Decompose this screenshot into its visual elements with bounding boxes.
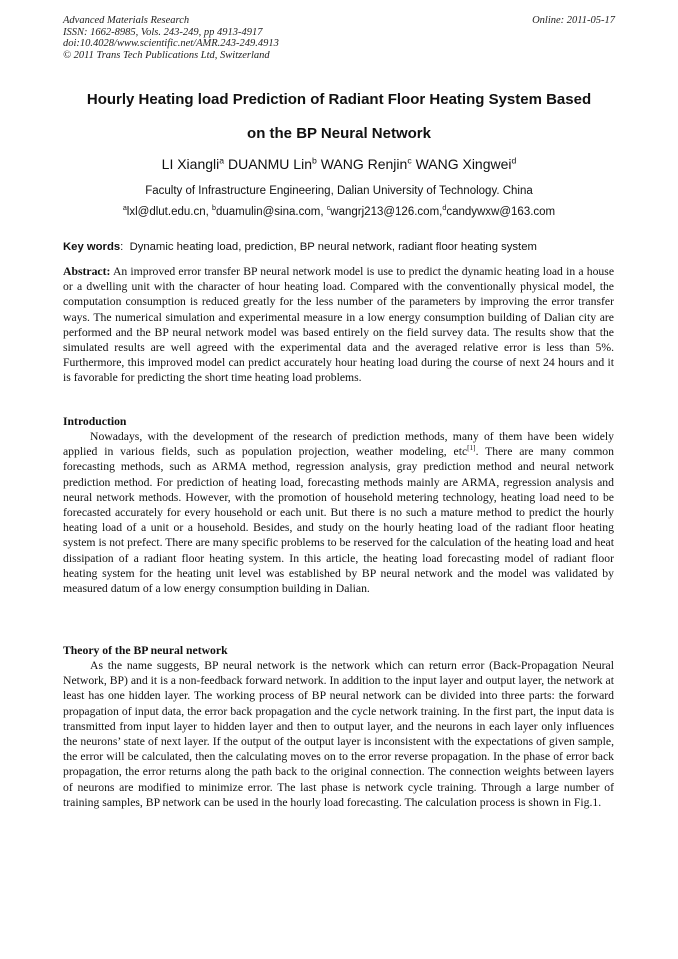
- keywords-line: [63, 240, 623, 254]
- keywords-text: Dynamic heating load, prediction, BP neural network, radiant floor heating system: [129, 241, 537, 253]
- abstract-section: [63, 264, 614, 386]
- abstract-paragraph: [63, 264, 614, 386]
- journal-name: Advanced Materials Research: [63, 15, 190, 26]
- email-link[interactable]: lxl@dlut.edu.cn,: [126, 206, 209, 218]
- theory-section: [63, 658, 614, 810]
- affiliation: Faculty of Infrastructure Engineering, Dalian University of Technology. China: [145, 185, 533, 197]
- author-name: LI Xiangli: [161, 156, 220, 172]
- doi-line[interactable]: doi:10.4028/www.scientific.net/AMR.243-249.4913: [63, 38, 279, 49]
- keywords-separator: :: [120, 241, 124, 253]
- theory-heading: Theory of the BP neural network: [63, 644, 228, 657]
- online-date: Online: 2011-05-17: [532, 15, 615, 26]
- email-sup: d: [442, 204, 447, 213]
- author-sup: c: [407, 155, 412, 166]
- intro-text-part-1: Nowadays, with the development of the research of prediction methods, many of them have been widely applied in various fields, such as population projection, weather modeling, etc: [63, 430, 614, 459]
- abstract-text: An improved error transfer BP neural network model is use to predict the dynamic heating load in a house or a dwelling unit with the character of hour heating load. Compared with the conventionally physical model, the computation consumption is reduced greatly for the less number of the parameters by improving the error transfer ways. The numerical simulation and experimental measure in a low energy consumption building of Dalian city are performed and the BP neural network model was based entirely on the field survey data. The results show that the simulated results are well agreed with the experimental data and the averaged relative error is less than 5%. Furthermore, this improved model can predict accurately hour heating load during the course of next 24 hours and it is favorable for predicting the short time heating load problems.: [63, 265, 615, 385]
- email-sup: b: [212, 204, 216, 213]
- email-sup: a: [122, 204, 127, 213]
- author-list: [40, 155, 638, 173]
- author-sup: b: [311, 155, 317, 166]
- introduction-paragraph: [63, 429, 614, 596]
- email-sup: c: [326, 204, 331, 213]
- introduction-section: [63, 429, 614, 596]
- abstract-label: Abstract:: [63, 265, 111, 278]
- paper-title-line-1: Hourly Heating load Prediction of Radiant Floor Heating System Based: [86, 91, 592, 108]
- author-name: WANG Renjin: [320, 156, 408, 172]
- email-list: [40, 205, 638, 219]
- journal-header: [63, 15, 279, 61]
- keywords-label: Key words: [63, 241, 121, 253]
- author-name: DUANMU Lin: [227, 156, 312, 172]
- theory-paragraph: As the name suggests, BP neural network is the network which can return error (Back-Propagation Neural Network, BP) and it is a non-feedback forward network. In addition to the input layer and output layer, the network at least has one hidden layer. The working process of BP neural network can be divided into three parts: the forward propagation of input data, the error back propagation and the cycle network training. In the first part, the input data is transmitted from input layer to hidden layer and then to output layer, and the neurons in each layer only influences the neurons’ state of next layer. If the output of the output layer is inconsistent with the expectations of given sample, the error will be calculated, then the calculating moves on to the error reverse propagation. In the phase of error back propagation, the error returns along the path back to the original connection. The connection weights between layers of neurons are modified to minimize error. The last phase is network cycle training. Through a large number of training samples, BP network can be used in the hourly load forecasting. The calculation process is shown in Fig.1.: [63, 659, 614, 809]
- introduction-heading: Introduction: [63, 415, 127, 428]
- issn-line: ISSN: 1662-8985, Vols. 243-249, pp 4913-4917: [63, 26, 263, 38]
- citation-ref[interactable]: [1]: [467, 444, 476, 453]
- author-sup: a: [219, 155, 225, 166]
- intro-text-part-2: . There are many common forecasting methods, such as ARMA method, regression analysis, gray prediction method and neural network prediction method. For prediction of heating load, forecasting methods mainly are ARMA, regression analysis and neural network methods. However, with the promotion of household metering technology, heating load need to be forecasted accurately for every household or each unit. But there is no such a mature method to predict the hourly heating load of a unit or a household. Besides, and study on the hourly heating load of the radiant floor heating system is not prefect. There are many specific problems to be reserved for the calculation of the heating load and heat dissipation of a radiant floor heating system. In this article, the heating load forecasting model of radiant floor heating system for the heating unit level was established by BP neural network and the model was validated by measured datum of a low energy consumption building in Dalian.: [63, 445, 614, 596]
- email-link[interactable]: wangrj213@126.com,: [330, 206, 443, 218]
- email-link[interactable]: candywxw@163.com: [446, 206, 556, 218]
- author-name: WANG Xingwei: [415, 156, 512, 172]
- author-sup: d: [511, 155, 517, 166]
- paper-title-line-2: on the BP Neural Network: [247, 125, 431, 142]
- copyright-line: © 2011 Trans Tech Publications Ltd, Switzerland: [63, 49, 270, 61]
- email-link[interactable]: duamulin@sina.com,: [215, 206, 324, 218]
